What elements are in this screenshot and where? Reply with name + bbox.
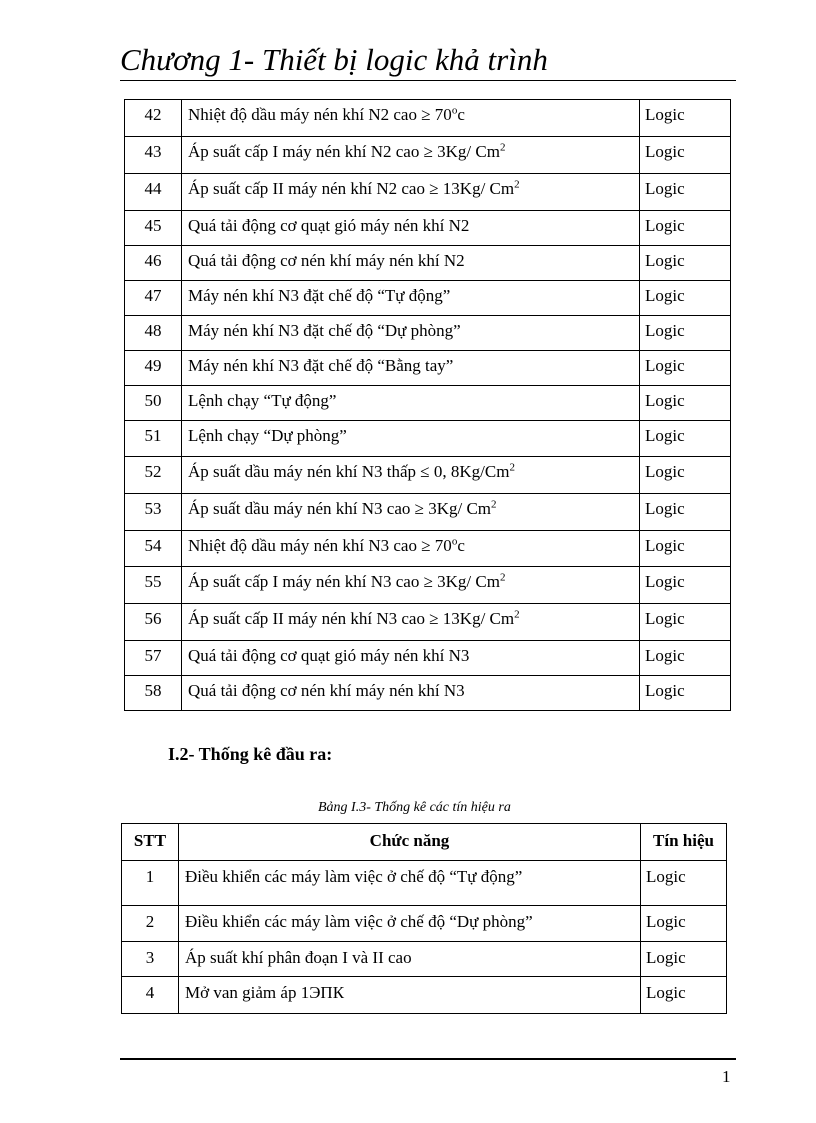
description-text: Áp suất dầu máy nén khí N3 cao ≥ 3Kg/ Cm <box>188 499 492 518</box>
unit-suffix: c <box>457 105 465 124</box>
row-number: 51 <box>125 421 182 457</box>
row-number: 4 <box>122 977 179 1014</box>
row-signal: Logic <box>640 316 731 351</box>
table-row <box>122 861 727 906</box>
table-row <box>125 137 731 174</box>
description-text: Nhiệt độ dầu máy nén khí N3 cao ≥ 70 <box>188 536 452 555</box>
row-signal: Logic <box>641 942 727 977</box>
description-text: Lệnh chạy “Tự động” <box>188 391 337 410</box>
row-number: 1 <box>122 861 179 906</box>
page-number: 1 <box>722 1067 731 1086</box>
row-description <box>182 641 640 676</box>
description-text: Quá tải động cơ quạt gió máy nén khí N2 <box>188 216 470 235</box>
header-stt: STT <box>122 824 179 861</box>
description-text: Áp suất cấp I máy nén khí N2 cao ≥ 3Kg/ Cm <box>188 142 500 161</box>
row-signal: Logic <box>641 906 727 942</box>
row-description: Điều khiển các máy làm việc ở chế độ “Dự phòng” <box>179 906 641 942</box>
superscript: 2 <box>491 498 497 511</box>
description-text: Áp suất dầu máy nén khí N3 thấp ≤ 0, 8Kg/Cm <box>188 462 510 481</box>
description-text: Áp suất cấp I máy nén khí N3 cao ≥ 3Kg/ Cm <box>188 572 500 591</box>
row-signal: Logic <box>640 211 731 246</box>
row-number: 55 <box>125 567 182 604</box>
row-description <box>182 211 640 246</box>
row-description: Điều khiển các máy làm việc ở chế độ “Tự động” <box>179 861 641 906</box>
row-signal: Logic <box>640 174 731 211</box>
row-number: 46 <box>125 246 182 281</box>
header-rule <box>120 80 736 81</box>
chapter-title: Chương 1- Thiết bị logic khả trình <box>120 42 548 77</box>
row-description <box>182 351 640 386</box>
description-text: Lệnh chạy “Dự phòng” <box>188 426 347 445</box>
row-number: 52 <box>125 457 182 494</box>
description-text: Máy nén khí N3 đặt chế độ “Bằng tay” <box>188 356 454 375</box>
row-description <box>182 137 640 174</box>
row-description <box>182 604 640 641</box>
table-row <box>122 906 727 942</box>
table-row <box>125 494 731 531</box>
row-number: 53 <box>125 494 182 531</box>
table-row <box>122 977 727 1014</box>
input-signal-table <box>124 99 731 711</box>
table-row <box>125 386 731 421</box>
description-text: Máy nén khí N3 đặt chế độ “Tự động” <box>188 286 451 305</box>
row-number: 56 <box>125 604 182 641</box>
row-signal: Logic <box>640 567 731 604</box>
row-description <box>182 531 640 567</box>
table-row <box>125 567 731 604</box>
row-description <box>182 174 640 211</box>
row-description <box>182 421 640 457</box>
superscript: 2 <box>509 461 515 474</box>
description-text: Quá tải động cơ nén khí máy nén khí N3 <box>188 681 465 700</box>
table-caption: Bảng I.3- Thống kê các tín hiệu ra <box>318 800 511 815</box>
row-number: 49 <box>125 351 182 386</box>
row-description <box>182 567 640 604</box>
header-signal: Tín hiệu <box>641 824 727 861</box>
description-text: Quá tải động cơ nén khí máy nén khí N2 <box>188 251 465 270</box>
table-row <box>125 676 731 711</box>
table-row <box>125 246 731 281</box>
description-text: Nhiệt độ dầu máy nén khí N2 cao ≥ 70 <box>188 105 452 124</box>
superscript: 2 <box>514 608 520 621</box>
footer-rule <box>120 1058 736 1060</box>
output-signal-table <box>121 823 727 1014</box>
superscript: 2 <box>499 141 506 154</box>
row-number: 54 <box>125 531 182 567</box>
table-row <box>125 316 731 351</box>
row-description: Áp suất khí phân đoạn I và II cao <box>179 942 641 977</box>
row-number: 42 <box>125 100 182 137</box>
table-row <box>125 604 731 641</box>
row-signal: Logic <box>640 281 731 316</box>
table-row <box>125 351 731 386</box>
row-signal: Logic <box>640 246 731 281</box>
row-signal: Logic <box>640 641 731 676</box>
row-signal: Logic <box>640 421 731 457</box>
row-description <box>182 316 640 351</box>
row-signal: Logic <box>640 386 731 421</box>
table-header-row <box>122 824 727 861</box>
superscript: 2 <box>514 178 520 191</box>
row-description <box>182 246 640 281</box>
row-description <box>182 676 640 711</box>
row-signal: Logic <box>640 604 731 641</box>
table-row <box>125 281 731 316</box>
superscript: o <box>451 535 458 548</box>
row-signal: Logic <box>640 351 731 386</box>
row-number: 2 <box>122 906 179 942</box>
description-text: Quá tải động cơ quạt gió máy nén khí N3 <box>188 646 470 665</box>
row-signal: Logic <box>640 100 731 137</box>
table-row <box>125 211 731 246</box>
header-function: Chức năng <box>179 824 641 861</box>
row-description <box>182 457 640 494</box>
row-number: 43 <box>125 137 182 174</box>
row-number: 3 <box>122 942 179 977</box>
row-description <box>182 281 640 316</box>
row-description: Mở van giảm áp 1ЭПК <box>179 977 641 1014</box>
table-row <box>125 531 731 567</box>
description-text: Áp suất cấp II máy nén khí N2 cao ≥ 13Kg/ Cm <box>188 179 515 198</box>
row-signal: Logic <box>640 494 731 531</box>
description-text: Áp suất cấp II máy nén khí N3 cao ≥ 13Kg/ Cm <box>188 609 515 628</box>
row-description <box>182 386 640 421</box>
row-signal: Logic <box>640 676 731 711</box>
row-signal: Logic <box>641 977 727 1014</box>
table-row <box>125 100 731 137</box>
table-row <box>125 421 731 457</box>
row-signal: Logic <box>640 457 731 494</box>
row-number: 44 <box>125 174 182 211</box>
superscript: 2 <box>499 571 506 584</box>
row-signal: Logic <box>641 861 727 906</box>
row-number: 58 <box>125 676 182 711</box>
unit-suffix: c <box>457 536 465 555</box>
description-text: Máy nén khí N3 đặt chế độ “Dự phòng” <box>188 321 461 340</box>
row-signal: Logic <box>640 137 731 174</box>
row-description <box>182 494 640 531</box>
section-heading: I.2- Thống kê đầu ra: <box>168 744 333 764</box>
table-row <box>125 641 731 676</box>
row-description <box>182 100 640 137</box>
table-row <box>125 174 731 211</box>
row-number: 57 <box>125 641 182 676</box>
row-signal: Logic <box>640 531 731 567</box>
row-number: 50 <box>125 386 182 421</box>
row-number: 45 <box>125 211 182 246</box>
row-number: 48 <box>125 316 182 351</box>
table-row <box>122 942 727 977</box>
superscript: o <box>451 104 458 117</box>
row-number: 47 <box>125 281 182 316</box>
table-row <box>125 457 731 494</box>
